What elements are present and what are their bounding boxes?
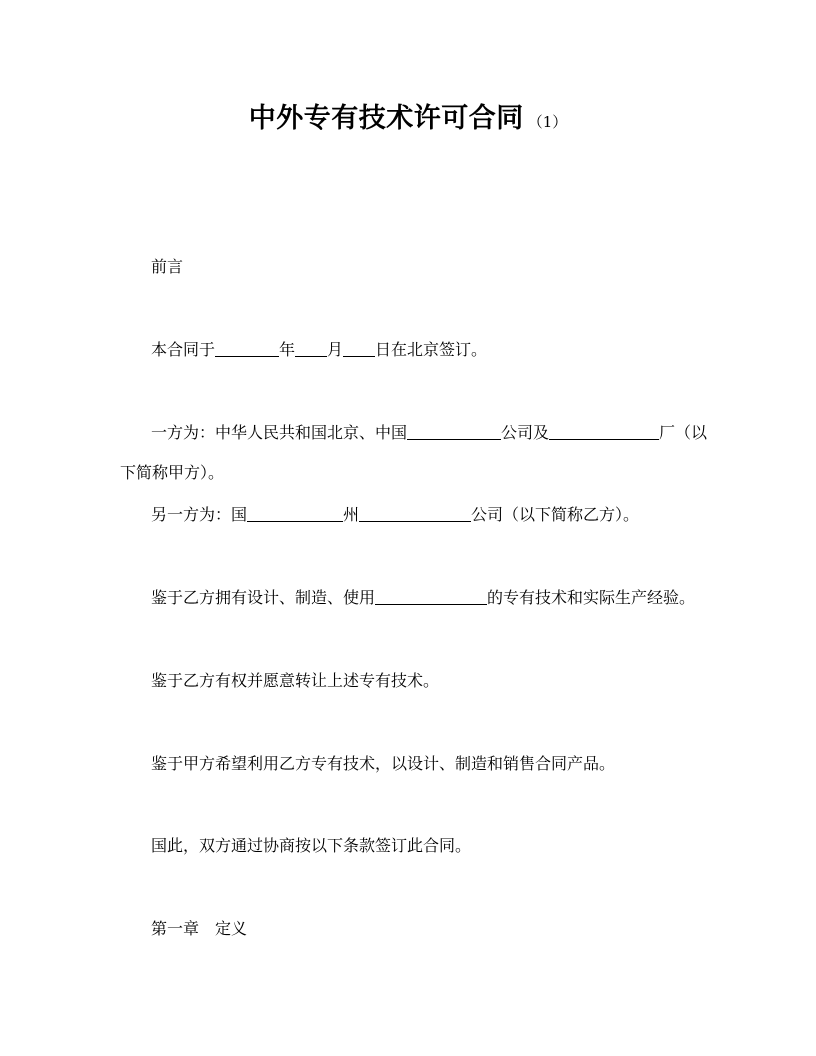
party-a-line: 一方为：中华人民共和国北京、中国 公司及 厂（以 (151, 423, 708, 442)
title-suffix: （1） (527, 113, 568, 131)
whereas-1: 鉴于乙方拥有设计、制造、使用 的专有技术和实际生产经验。 (151, 588, 696, 607)
signing-date-line: 本合同于 年 月 日在北京签订。 (151, 340, 488, 359)
factory-blank (549, 423, 659, 440)
title-text: 中外专有技术许可合同 (248, 103, 524, 134)
preface-heading: 前言 (151, 257, 184, 276)
country-blank (247, 505, 343, 522)
party-b-line: 另一方为：国 州 公司（以下简称乙方）。 (151, 505, 640, 524)
whereas-3: 鉴于甲方希望利用乙方专有技术，以设计、制造和销售合同产品。 (151, 754, 616, 773)
month-blank (295, 340, 327, 357)
document-title (0, 96, 816, 135)
state-company-blank (359, 505, 471, 522)
company-blank (407, 423, 501, 440)
year-blank (215, 340, 279, 357)
whereas-2: 鉴于乙方有权并愿意转让上述专有技术。 (151, 671, 440, 690)
day-blank (343, 340, 375, 357)
product-blank (375, 588, 487, 605)
agreement-statement: 国此，双方通过协商按以下条款签订此合同。 (151, 836, 472, 855)
party-a-continuation: 下简称甲方）。 (120, 463, 225, 482)
chapter-1-heading: 第一章 定义 (151, 919, 248, 938)
